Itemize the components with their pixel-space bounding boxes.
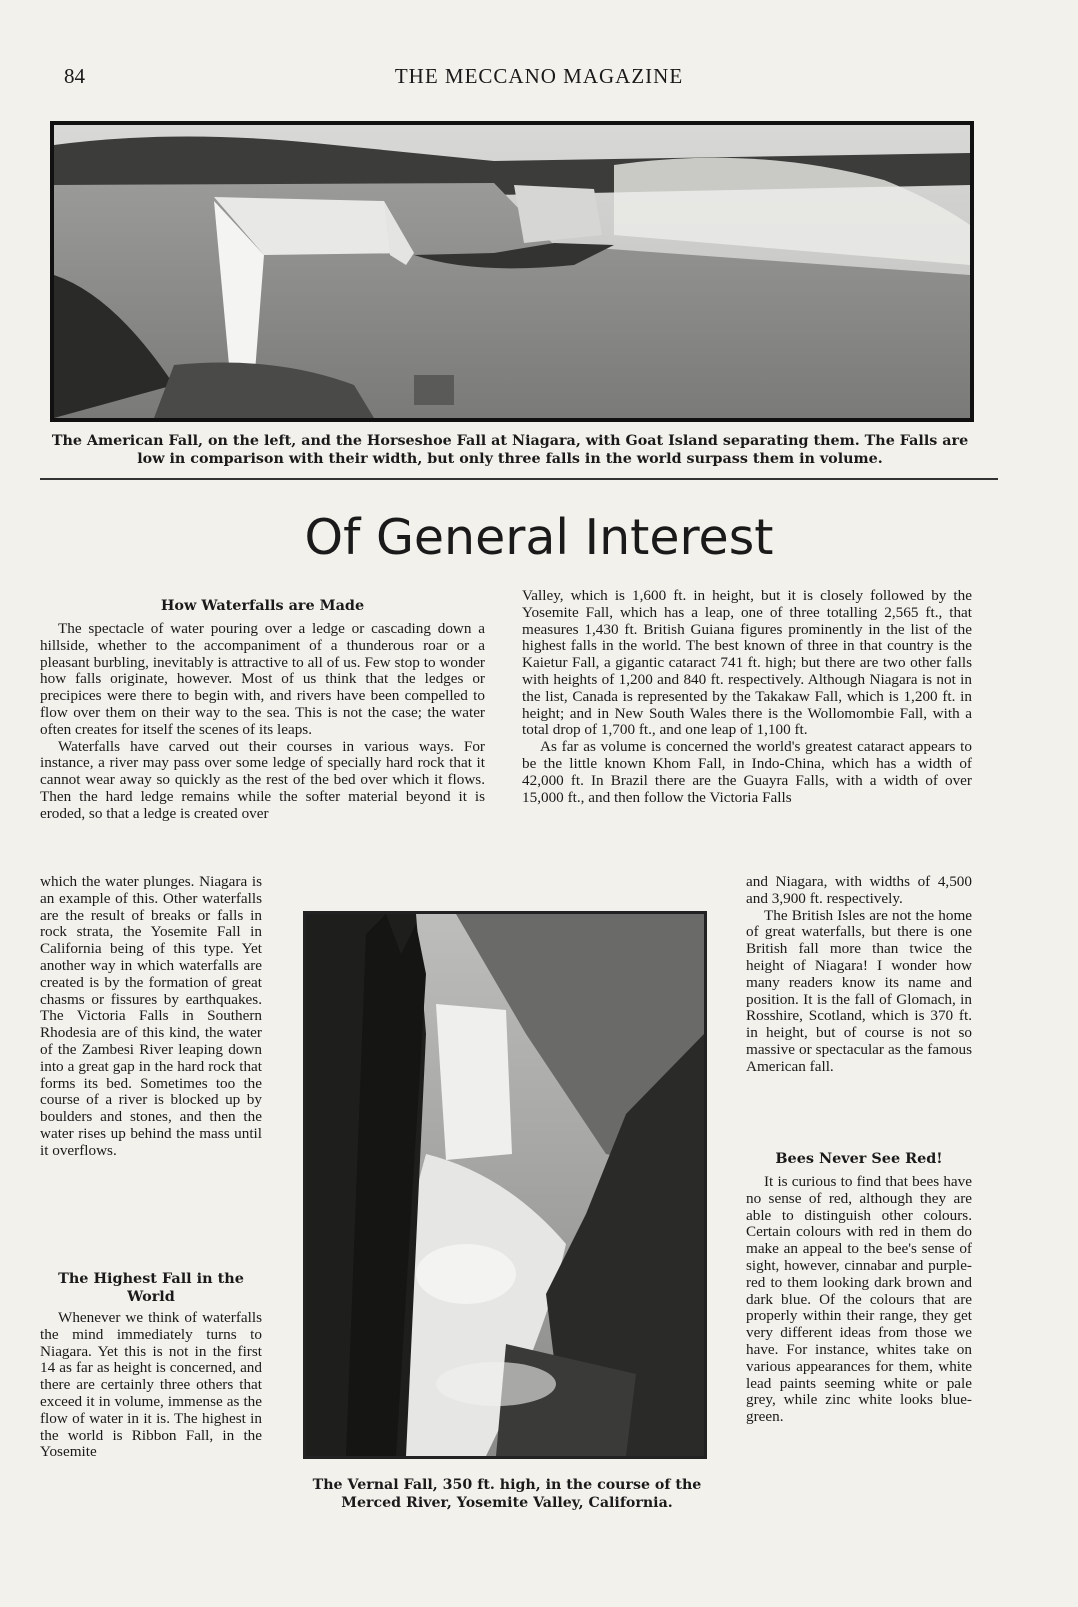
- article-highest-fall-text-narrow: [746, 874, 972, 1076]
- section-divider: [40, 478, 998, 480]
- article-waterfalls-text-continued: [40, 874, 262, 1160]
- niagara-falls-photo: [50, 121, 974, 422]
- paragraph: Whenever we think of waterfalls the mind immediately turns to Niagara. Yet this is not in the first 14 as far as height is concerned, and there are certainly three others that exceed it in volume, immense as the flow of water in it is. The highest in the world is Ribbon Fall, in the Yosemite: [40, 1309, 262, 1461]
- paragraph: The British Isles are not the home of great waterfalls, but there is one British fall more than twice the height of Niagara! I wonder how many readers know its name and position. It is the fall of Glomach, in Rosshire, Scotland, which is 370 ft. in height, but of course is not so massive or spectacular as the famous American fall.: [746, 906, 972, 1075]
- heading-highest-fall: The Highest Fall in the World: [58, 1270, 244, 1305]
- paragraph: Waterfalls have carved out their courses in various ways. For instance, a river may pass over some ledge of specially hard rock that it cannot wear away so quickly as the rest of the bed over which it flows. Then the hard ledge remains while the softer material beyond it is eroded, so that a ledge is created over: [40, 737, 485, 822]
- paragraph: and Niagara, with widths of 4,500 and 3,900 ft. respectively.: [746, 873, 972, 907]
- article-waterfalls-text: [40, 621, 485, 823]
- paragraph: The spectacle of water pouring over a ledge or cascading down a hillside, whether to the accompaniment of a thunderous roar or a pleasant burbling, inevitably is attractive to all of us. Few stop to wonder how falls originate, however. Most of us think that the ledges or precipices were there to begin with, and rivers have been compelled to flow over them on their way to the sea. This is not the case; the water often creates for itself the scenes of its leaps.: [40, 620, 485, 738]
- page-number: 84: [64, 64, 85, 88]
- paragraph: It is curious to find that bees have no sense of red, although they are able to distinguish other colours. Certain colours with red in them do make an appeal to the bee's sense of sight, however, cinnabar and purple-red to them looking dark brown and dark blue. Of the colours that are properly within their range, they get very different ideas from those we have. For instance, whites take on various appearances for them, white lead paints seeming white or pale grey, while zinc white looks blue-green.: [746, 1173, 972, 1426]
- article-bees-text: [746, 1174, 972, 1426]
- article-highest-fall-text: [40, 1310, 262, 1461]
- heading-how-waterfalls-are-made: How Waterfalls are Made: [160, 597, 365, 614]
- paragraph: Valley, which is 1,600 ft. in height, but it is closely followed by the Yosemite Fall, which has a leap, one of three totalling 2,565 ft., that measures 1,430 ft. British Guiana figures prominently in the list of the highest falls in the world. The best known of three in that country is the Kaietur Fall, a gigantic cataract 741 ft. high; but there are two other falls with heights of 1,200 and 840 ft. respectively. Although Niagara is not in the list, Canada is represented by the Takakaw Fall, which is 1,200 ft. in height; and in New South Wales there is the Wollomombie Fall, with a total drop of 1,700 ft., and one leap of 1,100 ft.: [522, 587, 972, 739]
- section-title: Of General Interest: [304, 509, 774, 566]
- paragraph: As far as volume is concerned the world's greatest cataract appears to be the little known Khom Fall, in Indo-China, which has a width of 42,000 ft. In Brazil there are the Guayra Falls, with a width of over 15,000 ft., and then follow the Victoria Falls: [522, 738, 972, 806]
- magazine-title: THE MECCANO MAGAZINE: [394, 64, 684, 88]
- article-highest-fall-text-continued: [522, 588, 972, 806]
- heading-bees-never-see-red: Bees Never See Red!: [775, 1150, 943, 1167]
- niagara-photo-caption: The American Fall, on the left, and the Horseshoe Fall at Niagara, with Goat Island separating them. The Falls are low in comparison with their width, but only three falls in the world surpass them in volume.: [51, 433, 969, 467]
- vernal-photo-caption: The Vernal Fall, 350 ft. high, in the course of the Merced River, Yosemite Valley, California.: [312, 1477, 702, 1511]
- paragraph: which the water plunges. Niagara is an example of this. Other waterfalls are the result of breaks or falls in rock strata, the Yosemite Fall in California being of this type. Yet another way in which waterfalls are created is by the formation of great chasms or fissures by earthquakes. The Victoria Falls in Southern Rhodesia are of this kind, the water of the Zambesi River leaping down into a great gap in the hard rock that forms its bed. Sometimes too the course of a river is blocked up by boulders and stones, and then the water rises up behind the mass until it overflows.: [40, 873, 262, 1159]
- vernal-fall-photo: [303, 911, 707, 1459]
